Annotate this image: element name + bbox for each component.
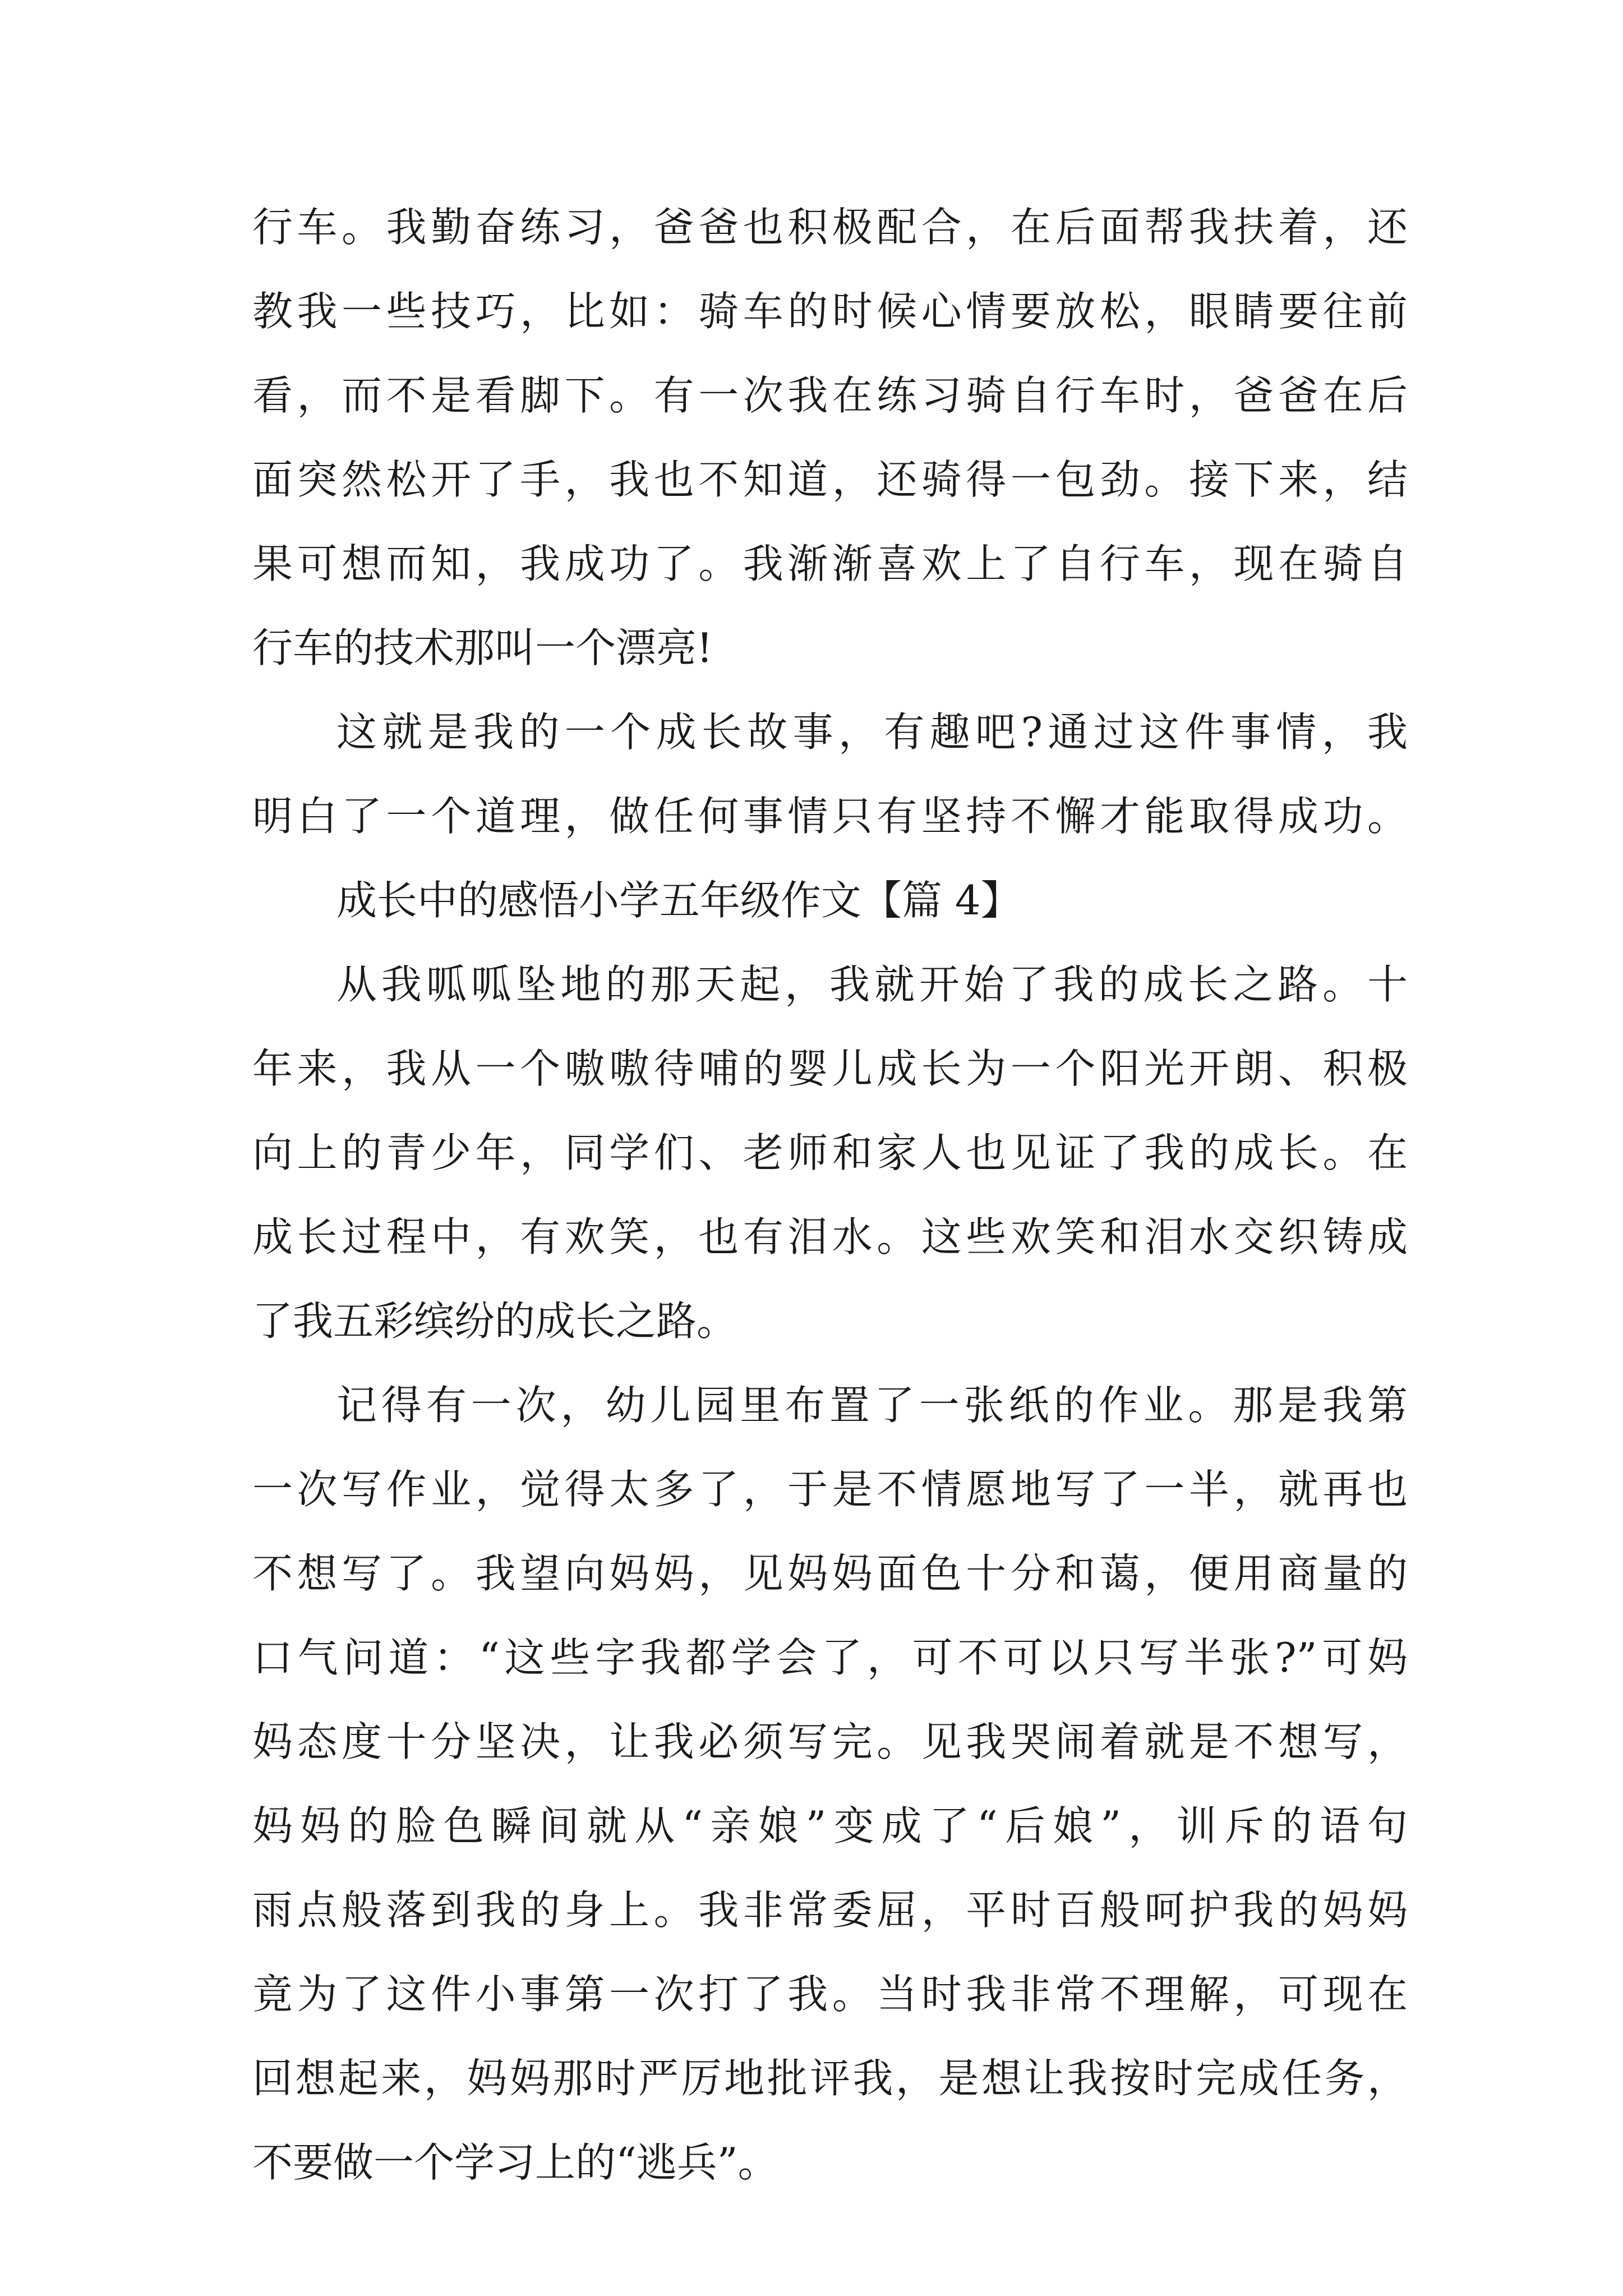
text-line: 妈妈的脸色瞬间就从“亲娘”变成了“后娘”，训斥的语句 <box>252 1802 1408 1849</box>
paragraph-start-line: 这就是我的一个成长故事，有趣吧?通过这件事情，我 <box>336 708 1408 756</box>
text-line: 行车。我勤奋练习，爸爸也积极配合，在后面帮我扶着，还 <box>252 204 1408 251</box>
text-line: 了我五彩缤纷的成长之路。 <box>252 1297 737 1345</box>
text-line: 看，而不是看脚下。有一次我在练习骑自行车时，爸爸在后 <box>252 372 1408 419</box>
paragraph-start-line: 从我呱呱坠地的那天起，我就开始了我的成长之路。十 <box>336 961 1408 1008</box>
text-line: 竟为了这件小事第一次打了我。当时我非常不理解，可现在 <box>252 1971 1408 2018</box>
text-line: 明白了一个道理，做任何事情只有坚持不懈才能取得成功。 <box>252 793 1408 840</box>
paragraph-start-line: 记得有一次，幼儿园里布置了一张纸的作业。那是我第 <box>336 1382 1408 1429</box>
text-line: 果可想而知，我成功了。我渐渐喜欢上了自行车，现在骑自 <box>252 540 1408 587</box>
text-line: 年来，我从一个嗷嗷待哺的婴儿成长为一个阳光开朗、积极 <box>252 1045 1408 1092</box>
text-line: 行车的技术那叫一个漂亮! <box>252 624 713 671</box>
text-line: 成长过程中，有欢笑，也有泪水。这些欢笑和泪水交织铸成 <box>252 1213 1408 1260</box>
text-line: 向上的青少年，同学们、老师和家人也见证了我的成长。在 <box>252 1129 1408 1176</box>
section-heading: 成长中的感悟小学五年级作文【篇 4】 <box>336 877 1021 924</box>
text-line: 回想起来，妈妈那时严厉地批评我，是想让我按时完成任务， <box>252 2055 1408 2102</box>
document-body <box>252 185 1408 2205</box>
text-line: 教我一些技巧，比如：骑车的时候心情要放松，眼睛要往前 <box>252 288 1408 335</box>
text-line: 面突然松开了手，我也不知道，还骑得一包劲。接下来，结 <box>252 456 1408 503</box>
text-line: 不要做一个学习上的“逃兵”。 <box>252 2139 778 2186</box>
text-line: 口气问道：“这些字我都学会了，可不可以只写半张?”可妈 <box>252 1634 1408 1681</box>
text-line: 一次写作业，觉得太多了，于是不情愿地写了一半，就再也 <box>252 1466 1408 1513</box>
text-line: 雨点般落到我的身上。我非常委屈，平时百般呵护我的妈妈 <box>252 1887 1408 1934</box>
text-line: 不想写了。我望向妈妈，见妈妈面色十分和蔼，便用商量的 <box>252 1550 1408 1597</box>
text-line: 妈态度十分坚决，让我必须写完。见我哭闹着就是不想写， <box>252 1718 1408 1765</box>
